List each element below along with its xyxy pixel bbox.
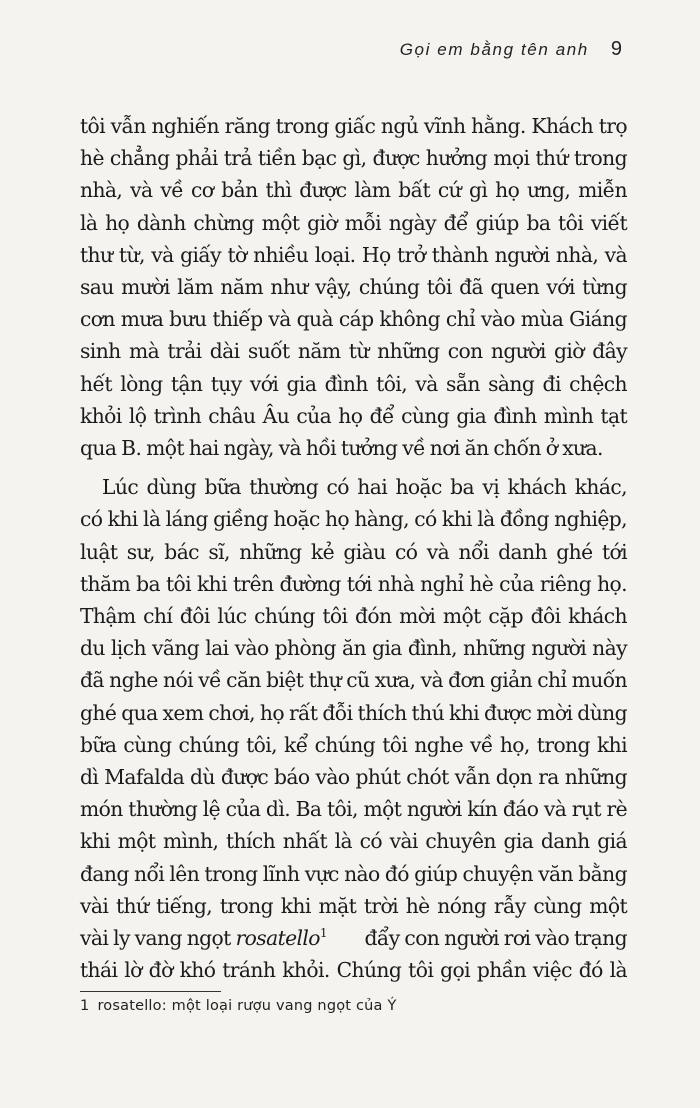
text-line: ghé qua xem chơi, họ rất đỗi thích thú khi được mời dùng [80,700,627,725]
footnote-divider [80,991,221,992]
text-line: đang nổi lên trong lĩnh vực nào đó giúp chuyện văn bằng [80,861,627,886]
text-line: thăm ba tôi khi trên đường tới nhà nghỉ hè của riêng họ. [80,571,627,596]
running-title: Gọi em bằng tên anh [399,40,589,59]
footnote-marker: 1 [319,926,328,941]
text-line: nhà, và về cơ bản thì được làm bất cứ gì họ ưng, miễn [80,178,627,203]
text-line: du lịch vãng lai vào phòng ăn gia đình, những người này [80,636,627,661]
line-prefix: vài ly vang ngọt [80,926,236,951]
italic-term: rosatello [235,926,320,951]
text-line-paragraph-start: Lúc dùng bữa thường có hai hoặc ba vị khách khác, [102,475,627,500]
text-line: bữa cùng chúng tôi, kể chúng tôi nghe về họ, trong khi [80,732,627,757]
text-line: tôi vẫn nghiến răng trong giấc ngủ vĩnh hằng. Khách trọ [80,114,627,138]
text-line: thư từ, và giấy tờ nhiều loại. Họ trở thành người nhà, và [80,242,627,267]
text-line: khỏi lộ trình châu Âu của họ để cùng gia đình mình tạt [80,403,627,428]
text-line: hè chẳng phải trả tiền bạc gì, được hưởng mọi thứ trong [80,146,627,171]
text-line-with-footnote [80,922,627,954]
text-line: vài thứ tiếng, trong khi mặt trời hè nóng rẫy cùng một [80,893,627,918]
text-line: hết lòng tận tụy với gia đình tôi, và sẵn sàng đi chệch [80,371,627,396]
text-line: sinh mà trải dài suốt năm từ những con người giờ đây [80,339,627,364]
line-suffix: đẩy con người rơi vào trạng [364,926,627,951]
footnote [80,998,397,1014]
text-line: có khi là láng giềng hoặc họ hàng, có khi là đồng nghiệp, [80,507,627,532]
text-line: dì Mafalda dù được báo vào phút chót vẫn dọn ra những [80,765,627,790]
text-line: đã nghe nói về căn biệt thự cũ xưa, và đơn giản chỉ muốn [80,668,627,693]
text-line: luật sư, bác sĩ, những kẻ giàu có và nổi danh ghé tới [80,539,627,564]
text-line: là họ dành chừng một giờ mỗi ngày để giúp ba tôi viết [80,210,627,235]
text-line-paragraph-end: qua B. một hai ngày, và hồi tưởng về nơi ăn chốn ở xưa. [80,436,603,461]
footnote-text: rosatello: một loại rượu vang ngọt của Ý [97,998,397,1014]
footnote-number: 1 [80,998,90,1014]
text-line: Thậm chí đôi lúc chúng tôi đón mời một cặp đôi khách [80,604,627,629]
text-line: sau mười lăm năm như vậy, chúng tôi đã quen với từng [80,275,627,300]
page-number: 9 [610,38,622,60]
text-line: khi một mình, thích nhất là có vài chuyên gia danh giá [80,829,627,854]
page-header [400,38,622,61]
text-line: món thường lệ của dì. Ba tôi, một người kín đáo và rụt rè [80,797,627,822]
text-line: cơn mưa bưu thiếp và quà cáp không chỉ vào mùa Giáng [80,307,627,332]
body-text [80,110,627,986]
footnote-line-left [80,922,328,954]
text-line: thái lờ đờ khó tránh khỏi. Chúng tôi gọi phần việc đó là [80,958,627,983]
